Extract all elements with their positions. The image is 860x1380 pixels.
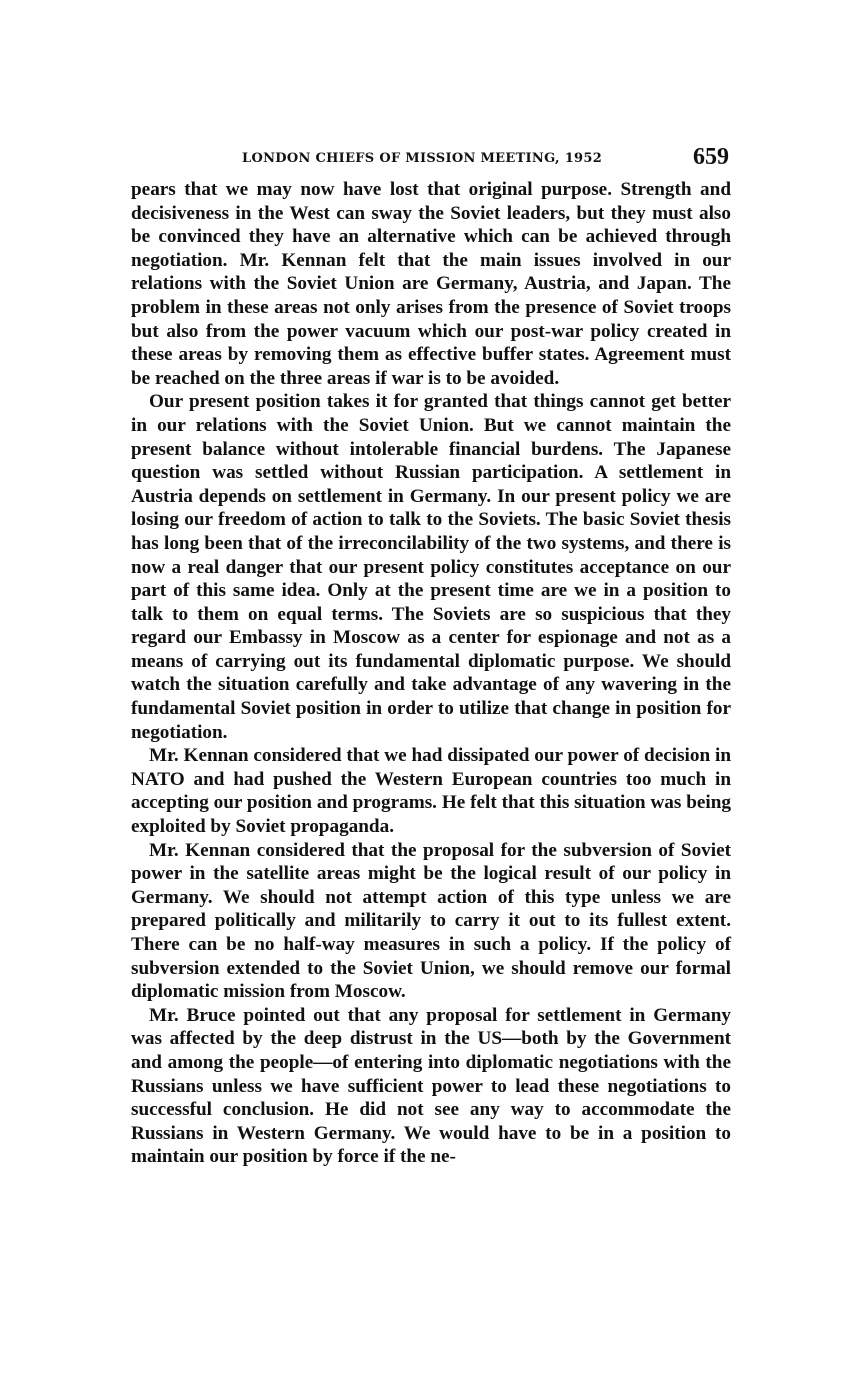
body-text [131, 178, 731, 1169]
document-page [131, 138, 731, 1169]
paragraph: Mr. Kennan considered that the proposal for the subversion of Soviet power in the satellite areas might be the logical result of our policy in Germany. We should not attempt action of this type unless we are prepared politically and militarily to carry it out to its fullest extent. There can be no half-way measures in such a policy. If the policy of subversion extended to the Soviet Union, we should remove our formal diplomatic mission from Moscow. [131, 839, 731, 1003]
paragraph: Mr. Bruce pointed out that any proposal for settlement in Germany was affected by the deep distrust in the US—both by the Government and among the people—of entering into diplomatic negotiations with the Russians unless we have sufficient power to lead these negotiations to successful conclusion. He did not see any way to accommodate the Russians in Western Germany. We would have to be in a position to maintain our position by force if the ne- [131, 1004, 731, 1168]
paragraph: Our present position takes it for granted that things cannot get better in our relations with the Soviet Union. But we cannot maintain the present balance without intolerable financial burdens. The Japanese question was settled without Russian participation. A settlement in Austria depends on settlement in Germany. In our present policy we are losing our freedom of action to talk to the Soviets. The basic Soviet thesis has long been that of the irreconcilability of the two systems, and there is now a real danger that our present policy constitutes acceptance on our part of this same idea. Only at the present time are we in a position to talk to them on equal terms. The Soviets are so suspicious that they regard our Embassy in Moscow as a center for espionage and not as a means of carrying out its fundamental diplomatic purpose. We should watch the situation carefully and take advantage of any wavering in the fundamental Soviet position in order to utilize that change in position for negotiation. [131, 391, 731, 743]
paragraph: Mr. Kennan considered that we had dissipated our power of decision in NATO and had pushed the Western European countries too much in accepting our position and programs. He felt that this situation was being exploited by Soviet propaganda. [131, 745, 731, 838]
running-head [131, 138, 731, 178]
page-number: 659 [693, 144, 729, 170]
paragraph-continued: pears that we may now have lost that original purpose. Strength and decisiveness in the West can sway the Soviet leaders, but they must also be convinced they have an alternative which can be achieved through negotiation. Mr. Kennan felt that the main issues involved in our relations with the Soviet Union are Germany, Austria, and Japan. The problem in these areas not only arises from the presence of Soviet troops but also from the power vacuum which our post-war policy created in these areas by removing them as effective buffer states. Agreement must be reached on the three areas if war is to be avoided. [131, 179, 731, 389]
running-title: LONDON CHIEFS OF MISSION MEETING, 1952 [242, 151, 603, 166]
